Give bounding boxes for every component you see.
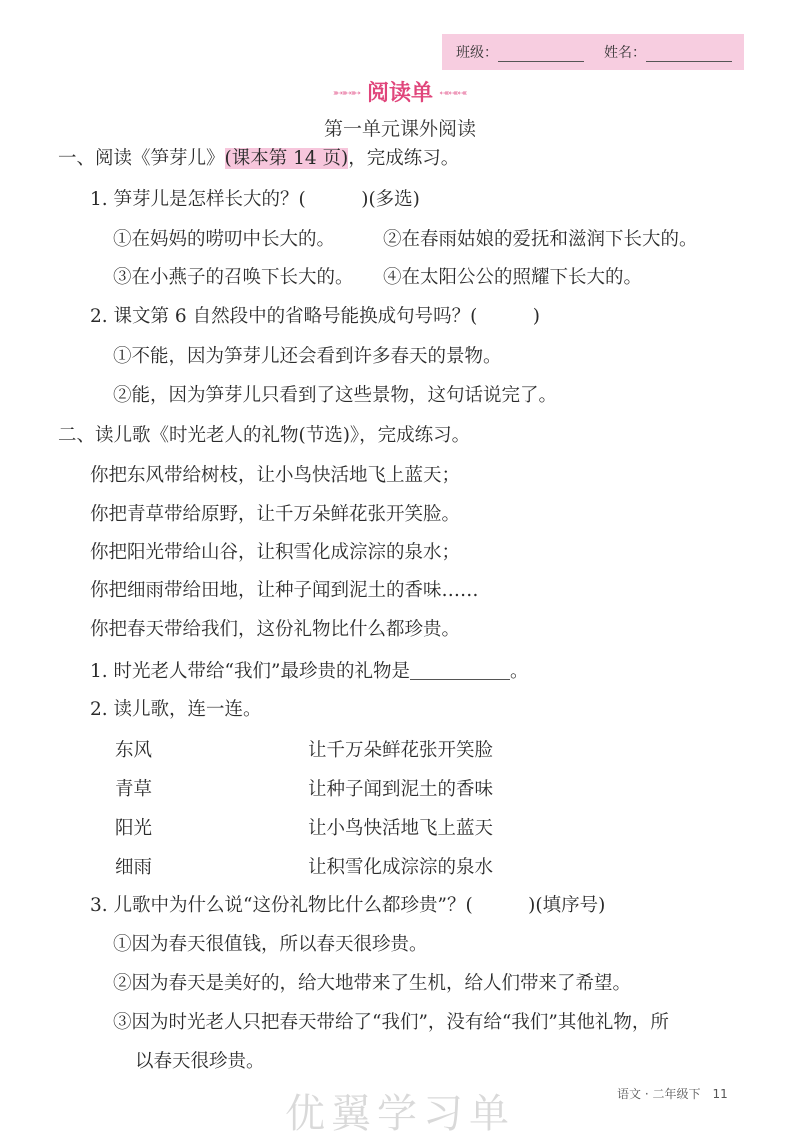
name-field[interactable] (646, 43, 732, 62)
match-right-item[interactable]: 让小鸟快活地飞上蓝天 (308, 818, 494, 839)
section1-heading (58, 147, 459, 171)
name-label: 姓名： (604, 45, 646, 61)
s2-q3-opt1: ①因为春天很值钱，所以春天很珍贵。 (113, 934, 428, 955)
poem-line: 你把东风带给树枝，让小鸟快活地飞上蓝天； (90, 465, 461, 486)
s1-q2-opt2: ②能，因为笋芽儿只看到了这些景物，这句话说完了。 (113, 385, 558, 406)
poem-line: 你把细雨带给田地，让种子闻到泥土的香味…… (90, 580, 479, 601)
s2-q2-text: 2. 读儿歌，连一连。 (90, 699, 262, 720)
s1-q1-opt1: ①在妈妈的唠叨中长大的。 (113, 229, 336, 250)
poem-line: 你把青草带给原野，让千万朵鲜花张开笑脸。 (90, 504, 461, 525)
s2-q1 (90, 659, 528, 684)
section1-heading-highlight: (课本第 14 页) (224, 148, 349, 169)
match-right-item[interactable]: 让积雪化成淙淙的泉水 (308, 857, 494, 878)
s1-q2-opt1: ①不能，因为笋芽儿还会看到许多春天的景物。 (113, 346, 502, 367)
s1-q1-opt2: ②在春雨姑娘的爱抚和滋润下长大的。 (383, 229, 698, 250)
subtitle: 第一单元课外阅读 (323, 118, 476, 140)
class-field[interactable] (498, 43, 584, 62)
match-left-item[interactable]: 细雨 (115, 857, 153, 878)
title-arrows-right-icon: ➵➵➵ (440, 86, 468, 101)
section2-heading: 二、读儿歌《时光老人的礼物(节选)》，完成练习。 (58, 425, 471, 446)
s2-q3-text: 3. 儿歌中为什么说“这份礼物比什么都珍贵”？( )(填序号) (90, 895, 606, 916)
s1-q1-opt4: ④在太阳公公的照耀下长大的。 (383, 267, 643, 288)
match-left-item[interactable]: 东风 (115, 740, 153, 761)
match-right-item[interactable]: 让千万朵鲜花张开笑脸 (308, 740, 494, 761)
s1-q2-text: 2. 课文第 6 自然段中的省略号能换成句号吗？( ) (90, 306, 540, 327)
class-label: 班级： (456, 45, 498, 61)
s1-q1-text: 1. 笋芽儿是怎样长大的？( )(多选) (90, 189, 420, 210)
page-footer: 语文 · 二年级下 11 (617, 1087, 728, 1101)
title-arrows-left-icon: ➵➵➵ (332, 86, 360, 101)
poem-line: 你把阳光带给山谷，让积雪化成淙淙的泉水； (90, 542, 461, 563)
s2-q1-end: 。 (509, 661, 529, 682)
title-text: 阅读单 (366, 81, 433, 106)
match-left-item[interactable]: 阳光 (115, 818, 153, 839)
section1-heading-post: ，完成练习。 (348, 148, 460, 169)
s1-q1-opt3: ③在小燕子的召唤下长大的。 (113, 267, 354, 288)
page-title (0, 76, 800, 107)
header-info-box (442, 34, 744, 70)
watermark: 优翼学习单 (285, 1091, 515, 1137)
s2-q3-opt2: ②因为春天是美好的，给大地带来了生机，给人们带来了希望。 (113, 973, 632, 994)
match-left-item[interactable]: 青草 (115, 779, 153, 800)
s2-q3-opt3: ③因为时光老人只把春天带给了“我们”，没有给“我们”其他礼物，所 (113, 1012, 669, 1033)
section1-heading-pre: 一、阅读《笋芽儿》 (58, 148, 225, 169)
poem-line: 你把春天带给我们，这份礼物比什么都珍贵。 (90, 619, 461, 640)
s2-q1-text: 1. 时光老人带给“我们”最珍贵的礼物是 (90, 661, 410, 682)
match-right-item[interactable]: 让种子闻到泥土的香味 (308, 779, 494, 800)
s2-q3-opt3-cont: 以春天很珍贵。 (135, 1051, 265, 1072)
s2-q1-answer-blank[interactable] (410, 659, 510, 680)
